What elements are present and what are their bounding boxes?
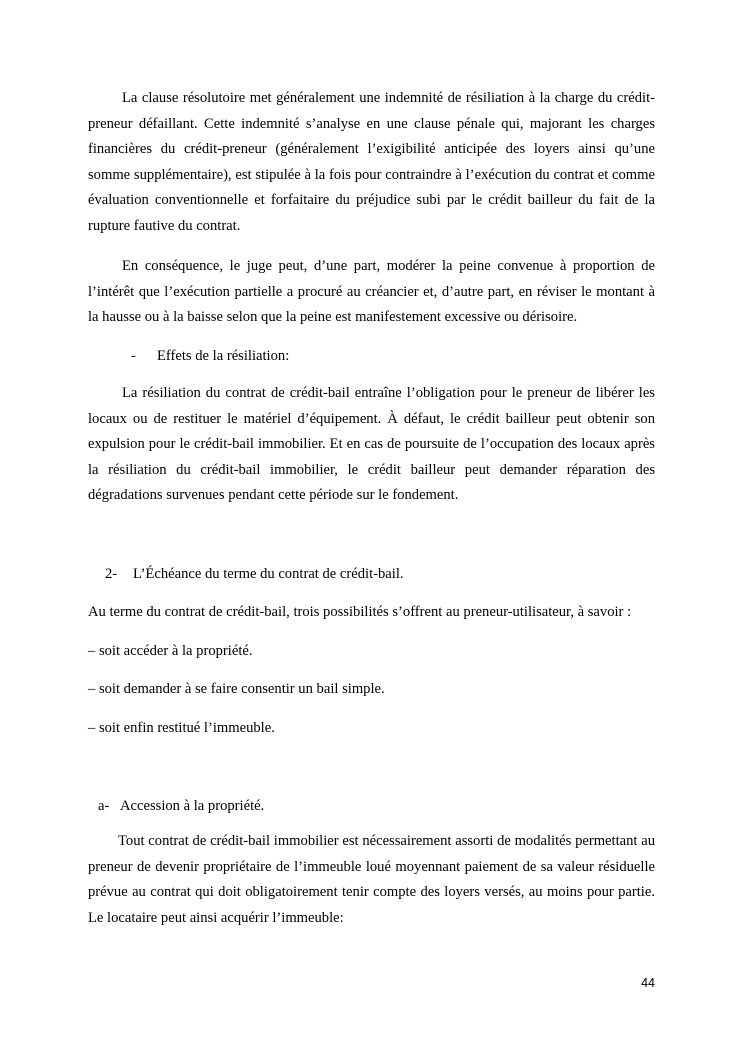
heading-effets-resiliation <box>131 346 289 366</box>
heading-echeance-label: L’Échéance du terme du contrat de crédit-bail. <box>133 566 404 582</box>
paragraph-accession: Tout contrat de crédit-bail immobilier est nécessairement assorti de modalités permettant au preneur de devenir propriétaire de l’immeuble loué moyennant paiement de sa valeur résiduelle prévue au contrat qui doit obligatoirement tenir compte des loyers versés, au moins pour partie. Le locataire peut ainsi acquérir l’immeuble: <box>88 833 655 926</box>
option-bail-simple: – soit demander à se faire consentir un bail simple. <box>88 681 385 697</box>
paragraph-clause-resolutoire: La clause résolutoire met généralement une indemnité de résiliation à la charge du crédit-preneur défaillant. Cette indemnité s’analyse en une clause pénale qui, majorant les charges financières du crédit-preneur (généralement l’exigibilité anticipée des loyers ainsi qu’une somme supplémentaire), est stipulée à la fois pour contraindre à l’exécution du contrat et comme évaluation conventionnelle et forfaitaire du préjudice subi par le crédit bailleur du fait de la rupture fautive du contrat. <box>88 90 655 234</box>
page-number: 44 <box>641 976 655 990</box>
heading-echeance-marker: 2- <box>105 566 118 582</box>
option-acceder-propriete: – soit accéder à la propriété. <box>88 643 253 659</box>
heading-effets-label: Effets de la résiliation: <box>157 348 290 364</box>
paragraph-consequence: En conséquence, le juge peut, d’une part, modérer la peine convenue à proportion de l’intérêt que l’exécution partielle a procuré au créancier et, d’autre part, en réviser le montant à la hausse ou à la baisse selon que la peine est manifestement excessive ou dérisoire. <box>88 258 655 326</box>
heading-accession-propriete <box>98 796 264 816</box>
intro-possibilites: Au terme du contrat de crédit-bail, trois possibilités s’offrent au preneur-utilisateur, à savoir : <box>88 604 632 620</box>
option-restituer-immeuble: – soit enfin restitué l’immeuble. <box>88 720 275 736</box>
heading-effets-marker: - <box>131 348 136 364</box>
heading-accession-marker: a- <box>98 798 110 814</box>
heading-accession-label: Accession à la propriété. <box>120 798 265 814</box>
paragraph-resiliation: La résiliation du contrat de crédit-bail entraîne l’obligation pour le preneur de libérer les locaux ou de restituer le matériel d’équipement. À défaut, le crédit bailleur peut obtenir son expulsion pour le crédit-bail immobilier. Et en cas de poursuite de l’occupation des locaux après la résiliation du crédit-bail immobilier, le crédit bailleur peut demander réparation des dégradations survenues pendant cette période sur le fondement. <box>88 385 655 504</box>
heading-echeance-terme <box>105 564 404 584</box>
